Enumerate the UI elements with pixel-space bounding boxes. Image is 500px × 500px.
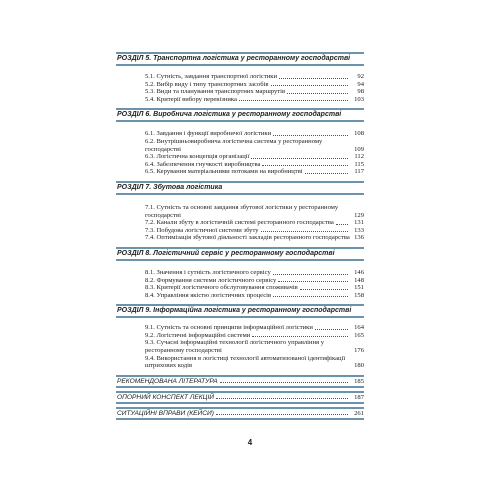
- toc-entry: [145, 227, 364, 235]
- dot-leader: [278, 280, 348, 282]
- back-matter-entry: [116, 375, 364, 388]
- toc-entry-text: 7.4. Оптимізація збутової діяльності закладів ресторанного господарства: [145, 234, 350, 242]
- back-matter-page: 185: [354, 377, 364, 385]
- toc-entry-text: 7.1. Сутність та основні завдання збутової логістики у ресторанному господарстві: [145, 203, 339, 219]
- toc-entry-text: 7.2. Канали збуту в логістичній системі ресторанного господарства: [145, 219, 334, 227]
- toc-entry-text: 5.3. Види та планування транспортних маршрутів: [145, 88, 286, 96]
- toc-entry-text: 9.4. Використання в логістиці технології автоматизованої ідентифікації штрихових кодів: [145, 354, 346, 370]
- toc-entry-page: 158: [354, 291, 364, 299]
- toc-entry-page: 129: [354, 211, 364, 219]
- toc-entry-page: 131: [354, 219, 364, 227]
- section-heading: РОЗДІЛ 6. Виробнича логістика у ресторанному господарстві: [116, 108, 364, 122]
- dot-leader: [220, 381, 348, 383]
- toc-entry-page: 164: [354, 324, 364, 332]
- section-items: [116, 73, 364, 103]
- back-matter-text: ОПОРНИЙ КОНСПЕКТ ЛЕКЦІЙ: [117, 393, 214, 401]
- dot-leader: [315, 328, 348, 330]
- back-matter-page: 187: [354, 393, 364, 401]
- toc-entry: [145, 324, 364, 332]
- toc-entry: [145, 130, 364, 138]
- back-matter-entry: [116, 407, 364, 420]
- toc-entry-text: 9.1. Сутність та основні принципи інформаційної логістики: [145, 324, 313, 332]
- toc-entry: [145, 332, 364, 340]
- toc-entry: [145, 269, 364, 277]
- toc-entry: [145, 168, 364, 176]
- toc-entry: [145, 88, 364, 96]
- toc-entry-text: 6.2. Внутрішньовиробнича логістична система у ресторанному господарстві: [145, 137, 323, 153]
- toc-entry: [145, 355, 364, 370]
- dot-leader: [216, 397, 348, 399]
- toc-entry-text: 9.2. Логістичні інформаційні системи: [145, 331, 251, 339]
- toc-entry-page: 180: [354, 362, 364, 370]
- toc-entry-text: 5.1. Сутність, завдання транспортної логістики: [145, 73, 277, 80]
- section-items: [116, 324, 364, 370]
- toc-entry: [145, 161, 364, 169]
- section-heading: РОЗДІЛ 8. Логістичний сервіс у ресторанному господарстві: [116, 247, 364, 261]
- toc-entry-page: 165: [354, 331, 364, 339]
- toc-entry: [145, 204, 364, 219]
- toc-section-5: [116, 52, 364, 103]
- toc-entry-page: 115: [354, 160, 364, 168]
- toc-entry-page: 146: [354, 268, 364, 276]
- section-items: [116, 204, 364, 242]
- toc-entry-text: 6.5. Керування матеріальними потоками на виробництві: [145, 168, 303, 176]
- toc-entry-text: 8.3. Критерії логістичного обслуговування споживачів: [145, 284, 298, 292]
- back-matter: [116, 375, 364, 420]
- section-heading: РОЗДІЛ 9. Інформаційна логістика у ресторанному господарстві: [116, 304, 364, 318]
- toc-entry: [145, 73, 364, 81]
- toc-entry-page: 148: [354, 276, 364, 284]
- toc-section-6: [116, 108, 364, 176]
- toc-entry-text: 6.4. Забезпечення гнучкості виробництва: [145, 160, 261, 168]
- toc-entry-page: 151: [354, 284, 364, 292]
- dot-leader: [261, 230, 348, 232]
- dot-leader: [300, 288, 348, 290]
- toc-entry: [145, 277, 364, 285]
- section-items: [116, 130, 364, 176]
- toc-entry-text: 8.2. Формування системи логістичного сервісу: [145, 276, 277, 284]
- back-matter-text: РЕКОМЕНДОВАНА ЛІТЕРАТУРА: [117, 377, 218, 385]
- dot-leader: [305, 172, 348, 174]
- table-of-contents: [116, 52, 364, 423]
- dot-leader: [279, 77, 348, 79]
- dot-leader: [287, 92, 348, 94]
- dot-leader: [271, 84, 348, 86]
- back-matter-entry: [116, 391, 364, 404]
- toc-entry-text: 5.4. Критерії вибору перевізника: [145, 95, 237, 103]
- toc-entry-page: 112: [354, 153, 364, 161]
- toc-entry-page: 176: [354, 347, 364, 355]
- dot-leader: [273, 295, 348, 297]
- toc-entry-page: 92: [357, 73, 364, 80]
- toc-entry: [145, 292, 364, 300]
- dot-leader: [336, 223, 348, 225]
- toc-entry: [145, 339, 364, 354]
- dot-leader: [273, 134, 348, 136]
- toc-entry-text: 9.3. Сучасні інформаційні технології логістичного управління у ресторанному господарстві: [145, 339, 325, 355]
- section-items: [116, 269, 364, 299]
- toc-section-7: [116, 181, 364, 242]
- toc-entry-text: 5.2. Вибір виду і типу транспортних засобів: [145, 80, 269, 88]
- dot-leader: [273, 273, 348, 275]
- dot-leader: [251, 157, 348, 159]
- toc-entry: [145, 96, 364, 104]
- section-heading: РОЗДІЛ 5. Транспортна логістика у ресторанному господарстві: [116, 52, 364, 66]
- toc-entry-page: 109: [354, 145, 364, 153]
- back-matter-text: СИТУАЦІЙНІ ВПРАВИ (КЕЙСИ): [117, 409, 214, 417]
- dot-leader: [216, 413, 348, 415]
- toc-entry: [145, 284, 364, 292]
- toc-entry: [145, 81, 364, 89]
- toc-entry-page: 136: [354, 234, 364, 242]
- toc-entry-page: 103: [354, 95, 364, 103]
- toc-entry: [145, 219, 364, 227]
- toc-entry: [145, 234, 364, 242]
- toc-entry-page: 133: [354, 226, 364, 234]
- dot-leader: [262, 164, 348, 166]
- toc-entry-text: 8.4. Управління якістю логістичних процесів: [145, 291, 272, 299]
- toc-entry-text: 7.3. Побудова логістичної системи збуту: [145, 226, 259, 234]
- back-matter-page: 261: [354, 409, 364, 417]
- toc-entry-page: 98: [357, 88, 364, 96]
- toc-entry-text: 6.1. Завдання і функції виробничої логістики: [145, 130, 272, 138]
- dot-leader: [239, 99, 348, 101]
- toc-entry: [145, 153, 364, 161]
- toc-section-8: [116, 247, 364, 299]
- toc-entry-page: 117: [354, 168, 364, 176]
- section-heading: РОЗДІЛ 7. Збутова логістика: [116, 181, 364, 195]
- page-number: 4: [247, 438, 253, 447]
- toc-entry-page: 94: [357, 80, 364, 88]
- toc-entry-page: 108: [354, 130, 364, 138]
- toc-entry-text: 6.3. Логістична концепція організації: [145, 153, 250, 161]
- toc-section-9: [116, 304, 364, 370]
- toc-entry: [145, 138, 364, 153]
- dot-leader: [252, 335, 348, 337]
- toc-entry-text: 8.1. Значення і сутність логістичного сервісу: [145, 268, 271, 276]
